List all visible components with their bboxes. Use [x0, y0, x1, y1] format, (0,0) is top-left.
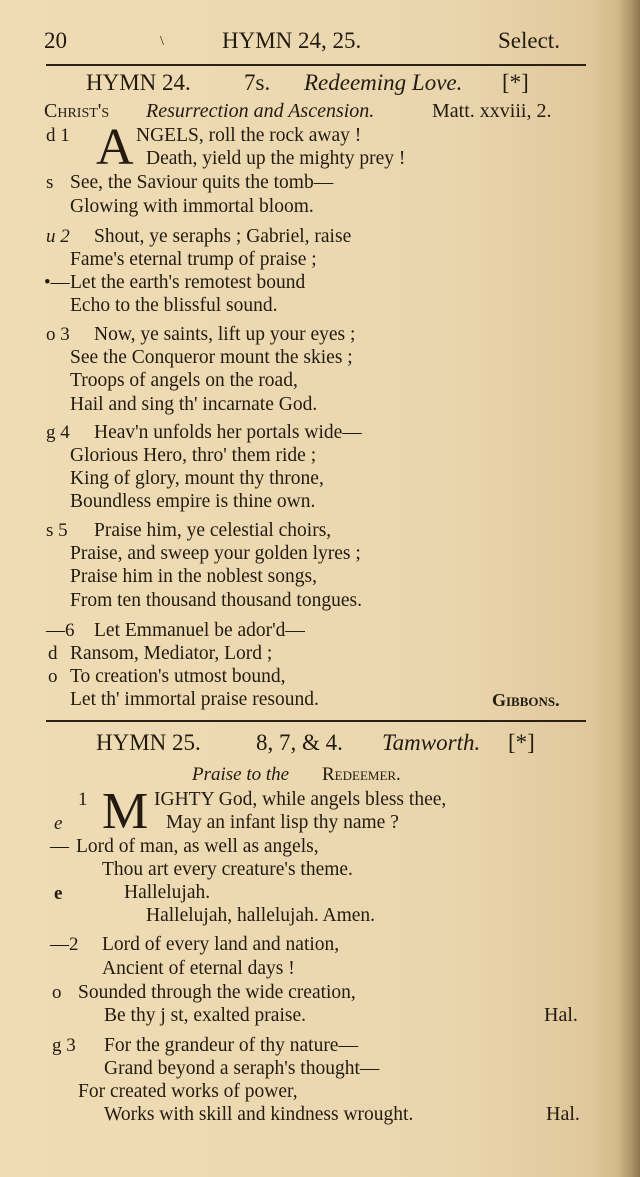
verse-mark: —6 [46, 620, 75, 641]
page-number: 20 [44, 28, 67, 53]
hymn-divider-rule [46, 720, 586, 722]
verse-line: See the Conqueror mount the skies ; [70, 347, 353, 368]
verse-mark: s [46, 172, 54, 193]
verse-mark: e [54, 813, 63, 834]
verse-line: Now, ye saints, lift up your eyes ; [94, 324, 356, 345]
verse-line: Ransom, Mediator, Lord ; [70, 643, 273, 664]
hymn-number: HYMN 24. [86, 70, 191, 95]
verse-line: See, the Saviour quits the tomb— [70, 172, 334, 193]
verse-line: Hallelujah. [124, 882, 211, 903]
hallelujah-refrain: Hal. [544, 1004, 578, 1026]
verse-line: Praise him, ye celestial choirs, [94, 520, 332, 541]
hallelujah-refrain: Hal. [546, 1103, 580, 1125]
hymn-meter: 7s. [244, 70, 271, 95]
verse-mark: o 3 [46, 324, 70, 345]
page-edge-shadow [618, 0, 640, 1177]
subtitle-topic: Redeemer. [322, 764, 401, 785]
drop-cap: M [102, 783, 149, 840]
verse-line: Shout, ye seraphs ; Gabriel, raise [94, 226, 352, 247]
subtitle-prefix: Praise to the [192, 764, 290, 785]
verse-mark: — [50, 836, 69, 857]
verse-line: For the grandeur of thy nature— [104, 1035, 358, 1056]
drop-cap: A [96, 119, 134, 176]
tune-name: Redeeming Love. [304, 70, 463, 95]
verse-line: Works with skill and kindness wrought. [104, 1104, 414, 1125]
verse-line: May an infant lisp thy name ? [166, 812, 399, 833]
tune-name: Tamworth. [382, 730, 481, 755]
verse-line: King of glory, mount thy throne, [70, 468, 324, 489]
verse-line: Echo to the blissful sound. [70, 295, 278, 316]
verse-line: Be thy j st, exalted praise. [104, 1005, 306, 1026]
verse-number: —2 [50, 934, 79, 955]
star-mark: [*] [502, 70, 529, 95]
verse-line: Troops of angels on the road, [70, 370, 298, 391]
ink-mark: \ [160, 34, 164, 49]
scripture-reference: Matt. xxviii, 2. [432, 100, 552, 122]
verse-line: Boundless empire is thine own. [70, 491, 316, 512]
verse-line: IGHTY God, while angels bless thee, [154, 789, 447, 810]
verse-line: Lord of every land and nation, [102, 934, 340, 955]
verse-line: Glowing with immortal bloom. [70, 196, 314, 217]
verse-line: Sounded through the wide creation, [78, 982, 356, 1003]
verse-line: Let Emmanuel be ador'd— [94, 620, 305, 641]
verse-line: To creation's utmost bound, [70, 666, 286, 687]
verse-line: Let th' immortal praise resound. [70, 689, 319, 710]
verse-line: Ancient of eternal days ! [102, 958, 295, 979]
verse-number: g 3 [52, 1035, 76, 1056]
verse-line: Thou art every creature's theme. [102, 859, 353, 880]
verse-line: Fame's eternal trump of praise ; [70, 249, 317, 270]
verse-mark: •— [44, 272, 70, 293]
star-mark: [*] [508, 730, 535, 755]
verse-mark: d 1 [46, 125, 70, 146]
verse-line: Let the earth's remotest bound [70, 272, 306, 293]
section-label: Select. [498, 28, 560, 53]
verse-line: Grand beyond a seraph's thought— [104, 1058, 380, 1079]
verse-mark: s 5 [46, 520, 68, 541]
verse-line: For created works of power, [78, 1081, 298, 1102]
verse-line: Praise him in the noblest songs, [70, 566, 317, 587]
author-name: Gibbons. [492, 690, 560, 710]
verse-line: NGELS, roll the rock away ! [136, 125, 362, 146]
header-rule [46, 64, 586, 66]
hymn-meter: 8, 7, & 4. [256, 730, 343, 755]
verse-line: Hail and sing th' incarnate God. [70, 394, 318, 415]
verse-line: Hallelujah, hallelujah. Amen. [146, 905, 376, 926]
verse-mark: g 4 [46, 422, 70, 443]
verse-line: From ten thousand thousand tongues. [70, 590, 362, 611]
subtitle-topic: Resurrection and Ascension. [146, 100, 375, 122]
verse-line: Praise, and sweep your golden lyres ; [70, 543, 361, 564]
verse-mark: u 2 [46, 226, 70, 247]
verse-mark: o [48, 666, 58, 687]
hymn-number: HYMN 25. [96, 730, 201, 755]
verse-line: Death, yield up the mighty prey ! [146, 148, 406, 169]
verse-line: Lord of man, as well as angels, [76, 836, 319, 857]
verse-mark: d [48, 643, 58, 664]
running-title: HYMN 24, 25. [222, 28, 362, 53]
verse-number: 1 [78, 789, 88, 810]
verse-mark: e [54, 883, 63, 904]
verse-mark: o [52, 982, 62, 1003]
subtitle-prefix: Christ's [44, 100, 110, 122]
verse-line: Glorious Hero, thro' them ride ; [70, 445, 317, 466]
verse-line: Heav'n unfolds her portals wide— [94, 422, 362, 443]
